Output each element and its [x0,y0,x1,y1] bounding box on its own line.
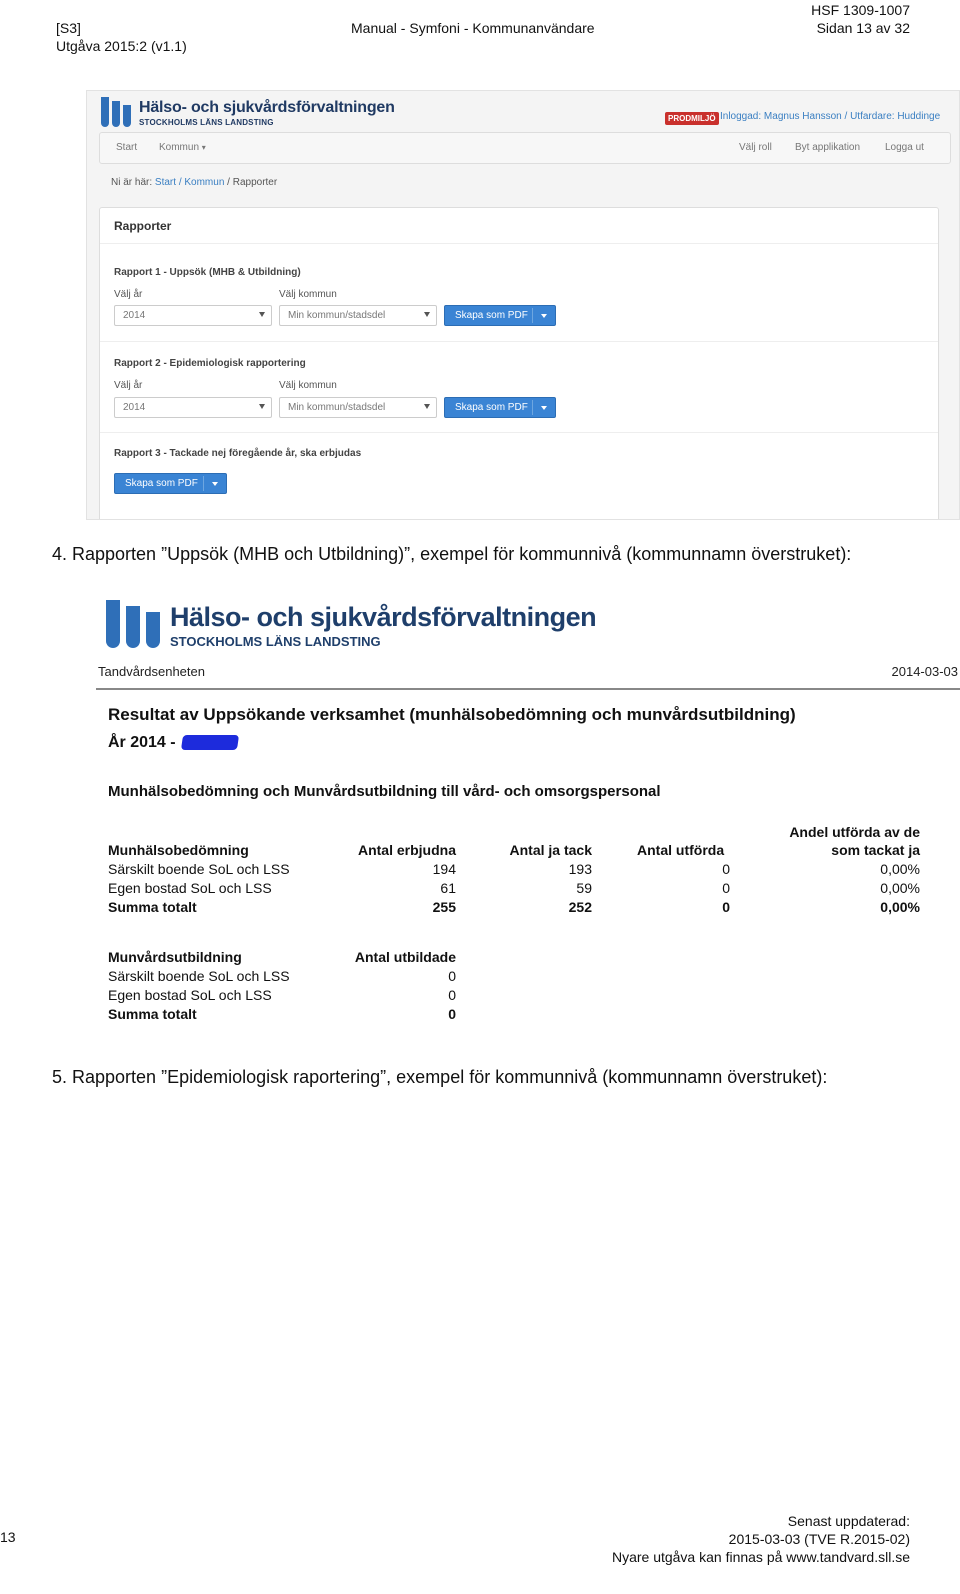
landsting-logo-icon [106,600,162,648]
landsting-logo-icon [101,97,133,127]
org-name: Hälso- och sjukvårdsförvaltningen [139,99,395,116]
report-title: Resultat av Uppsökande verksamhet (munhälsobedömning och munvårdsutbildning) [108,705,796,724]
org-subtitle: STOCKHOLMS LÄNS LANDSTING [170,634,381,649]
environment-badge: PRODMILJÖ [665,112,719,125]
caption-4: 4. Rapporten ”Uppsök (MHB och Utbildning)”, exempel för kommunnivå (kommunnamn överstruket): [52,544,852,564]
table-cell: Särskilt boende SoL och LSS [108,968,290,984]
table-header: Antal utbildade [354,949,456,965]
breadcrumb-kommun[interactable]: Kommun [184,177,225,188]
table-cell: 0 [722,861,730,877]
year-label: Välj år [114,289,143,300]
rapporter-screenshot [86,90,960,520]
nav-logout[interactable]: Logga ut [885,142,924,153]
municipality-label: Välj kommun [279,380,337,391]
year-select[interactable] [114,305,272,326]
table-cell: Egen bostad SoL och LSS [108,880,272,896]
nav-kommun[interactable] [159,142,206,153]
report-3-section [100,432,938,520]
table-cell: 61 [440,880,456,896]
button-divider [203,476,204,491]
report-year: År 2014 - [108,734,176,751]
create-pdf-label: Skapa som PDF [125,478,198,489]
table-cell: 0 [448,1006,456,1022]
page-number: 13 [0,1529,16,1545]
rapporter-panel [99,207,939,520]
divider [96,688,960,690]
page-label: Sidan 13 av 32 [816,20,910,36]
chevron-down-icon: ▾ [201,143,206,152]
edition-label: Utgåva 2015:2 (v1.1) [56,38,187,54]
table-cell: 193 [568,861,592,877]
breadcrumb [111,177,277,188]
report-subheading: Munhälsobedömning och Munvårdsutbildning till vård- och omsorgspersonal [108,783,661,800]
table-cell: 0 [722,880,730,896]
table-cell: 255 [432,899,456,915]
municipality-select[interactable] [279,305,437,326]
app-banner [87,91,959,133]
municipality-select-value: Min kommun/stadsdel [288,402,386,413]
redaction-mark [181,735,239,750]
caret-down-icon[interactable] [541,406,547,410]
table-cell: 0,00% [880,899,920,915]
nav-kommun-label: Kommun [159,142,200,153]
year-label: Välj år [114,380,143,391]
login-info: Inloggad: Magnus Hansson / Utfardare: Huddinge [720,111,941,122]
table-header: Munvårdsutbildning [108,949,242,965]
table-header: Antal ja tack [509,842,592,858]
table-cell: 0 [448,987,456,1003]
table-cell: Summa totalt [108,899,197,915]
create-pdf-button[interactable] [444,397,556,418]
caret-down-icon[interactable] [212,482,218,486]
report-2-section [100,341,938,432]
caret-down-icon [259,312,265,317]
table-header: Antal utförda [637,842,725,858]
year-select-value: 2014 [123,310,146,321]
org-subtitle: STOCKHOLMS LÄNS LANDSTING [139,118,274,127]
table-cell: 0,00% [880,861,920,877]
breadcrumb-sep: / [178,177,182,188]
newer-edition-note: Nyare utgåva kan finnas på www.tandvard.sll.se [611,1549,910,1565]
table-cell: Särskilt boende SoL och LSS [108,861,290,877]
table-header: Antal erbjudna [357,842,456,858]
report-1-title: Rapport 1 - Uppsök (MHB & Utbildning) [114,267,301,278]
breadcrumb-current: Rapporter [232,177,278,188]
breadcrumb-start[interactable]: Start [154,177,177,188]
municipality-select-value: Min kommun/stadsdel [288,310,386,321]
report-3-title: Rapport 3 - Tackade nej föregående år, ska erbjudas [114,448,362,459]
caret-down-icon [424,312,430,317]
caret-down-icon [259,404,265,409]
nav-choose-role[interactable]: Välj roll [739,142,772,153]
report-date: 2014-03-03 [891,664,958,679]
caret-down-icon [424,404,430,409]
nav-start[interactable]: Start [116,142,138,153]
table-cell: 0 [722,899,730,915]
table-cell: 252 [568,899,592,915]
create-pdf-label: Skapa som PDF [455,402,528,413]
button-divider [532,400,533,415]
table-cell: Egen bostad SoL och LSS [108,987,272,1003]
table-cell: Summa totalt [108,1006,197,1022]
table-header: Andel utförda av de [789,824,920,840]
caret-down-icon[interactable] [541,314,547,318]
create-pdf-button[interactable] [114,473,227,494]
caption-5: 5. Rapporten ”Epidemiologisk raportering”, exempel för kommunnivå (kommunnamn överstruket): [52,1067,828,1087]
municipality-select[interactable] [279,397,437,418]
create-pdf-button[interactable] [444,305,556,326]
municipality-label: Välj kommun [279,289,337,300]
table-header: Munhälsobedömning [108,842,249,858]
create-pdf-label: Skapa som PDF [455,310,528,321]
breadcrumb-sep: / [227,177,230,188]
table-header: som tackat ja [831,842,920,858]
breadcrumb-prefix: Ni är här: [111,177,153,188]
report-1-section [100,244,938,341]
org-name: Hälso- och sjukvårdsförvaltningen [170,602,597,632]
updated-value: 2015-03-03 (TVE R.2015-02) [728,1531,910,1547]
unit-name: Tandvårdsenheten [98,664,205,679]
doc-tag: [S3] [56,20,81,36]
top-navbar [99,132,951,164]
updated-label: Senast uppdaterad: [787,1513,910,1529]
year-select-value: 2014 [123,402,146,413]
table-cell: 59 [576,880,592,896]
table-cell: 0 [448,968,456,984]
nav-switch-app[interactable]: Byt applikation [795,142,861,153]
table-cell: 194 [432,861,456,877]
panel-header [100,208,938,244]
report-2-title: Rapport 2 - Epidemiologisk rapportering [114,358,306,369]
doc-number: HSF 1309-1007 [811,2,910,18]
table-cell: 0,00% [880,880,920,896]
panel-title: Rapporter [114,219,172,233]
report-result-screenshot [96,592,960,1032]
manual-title: Manual - Symfoni - Kommunanvändare [351,20,595,36]
button-divider [532,308,533,323]
year-select[interactable] [114,397,272,418]
